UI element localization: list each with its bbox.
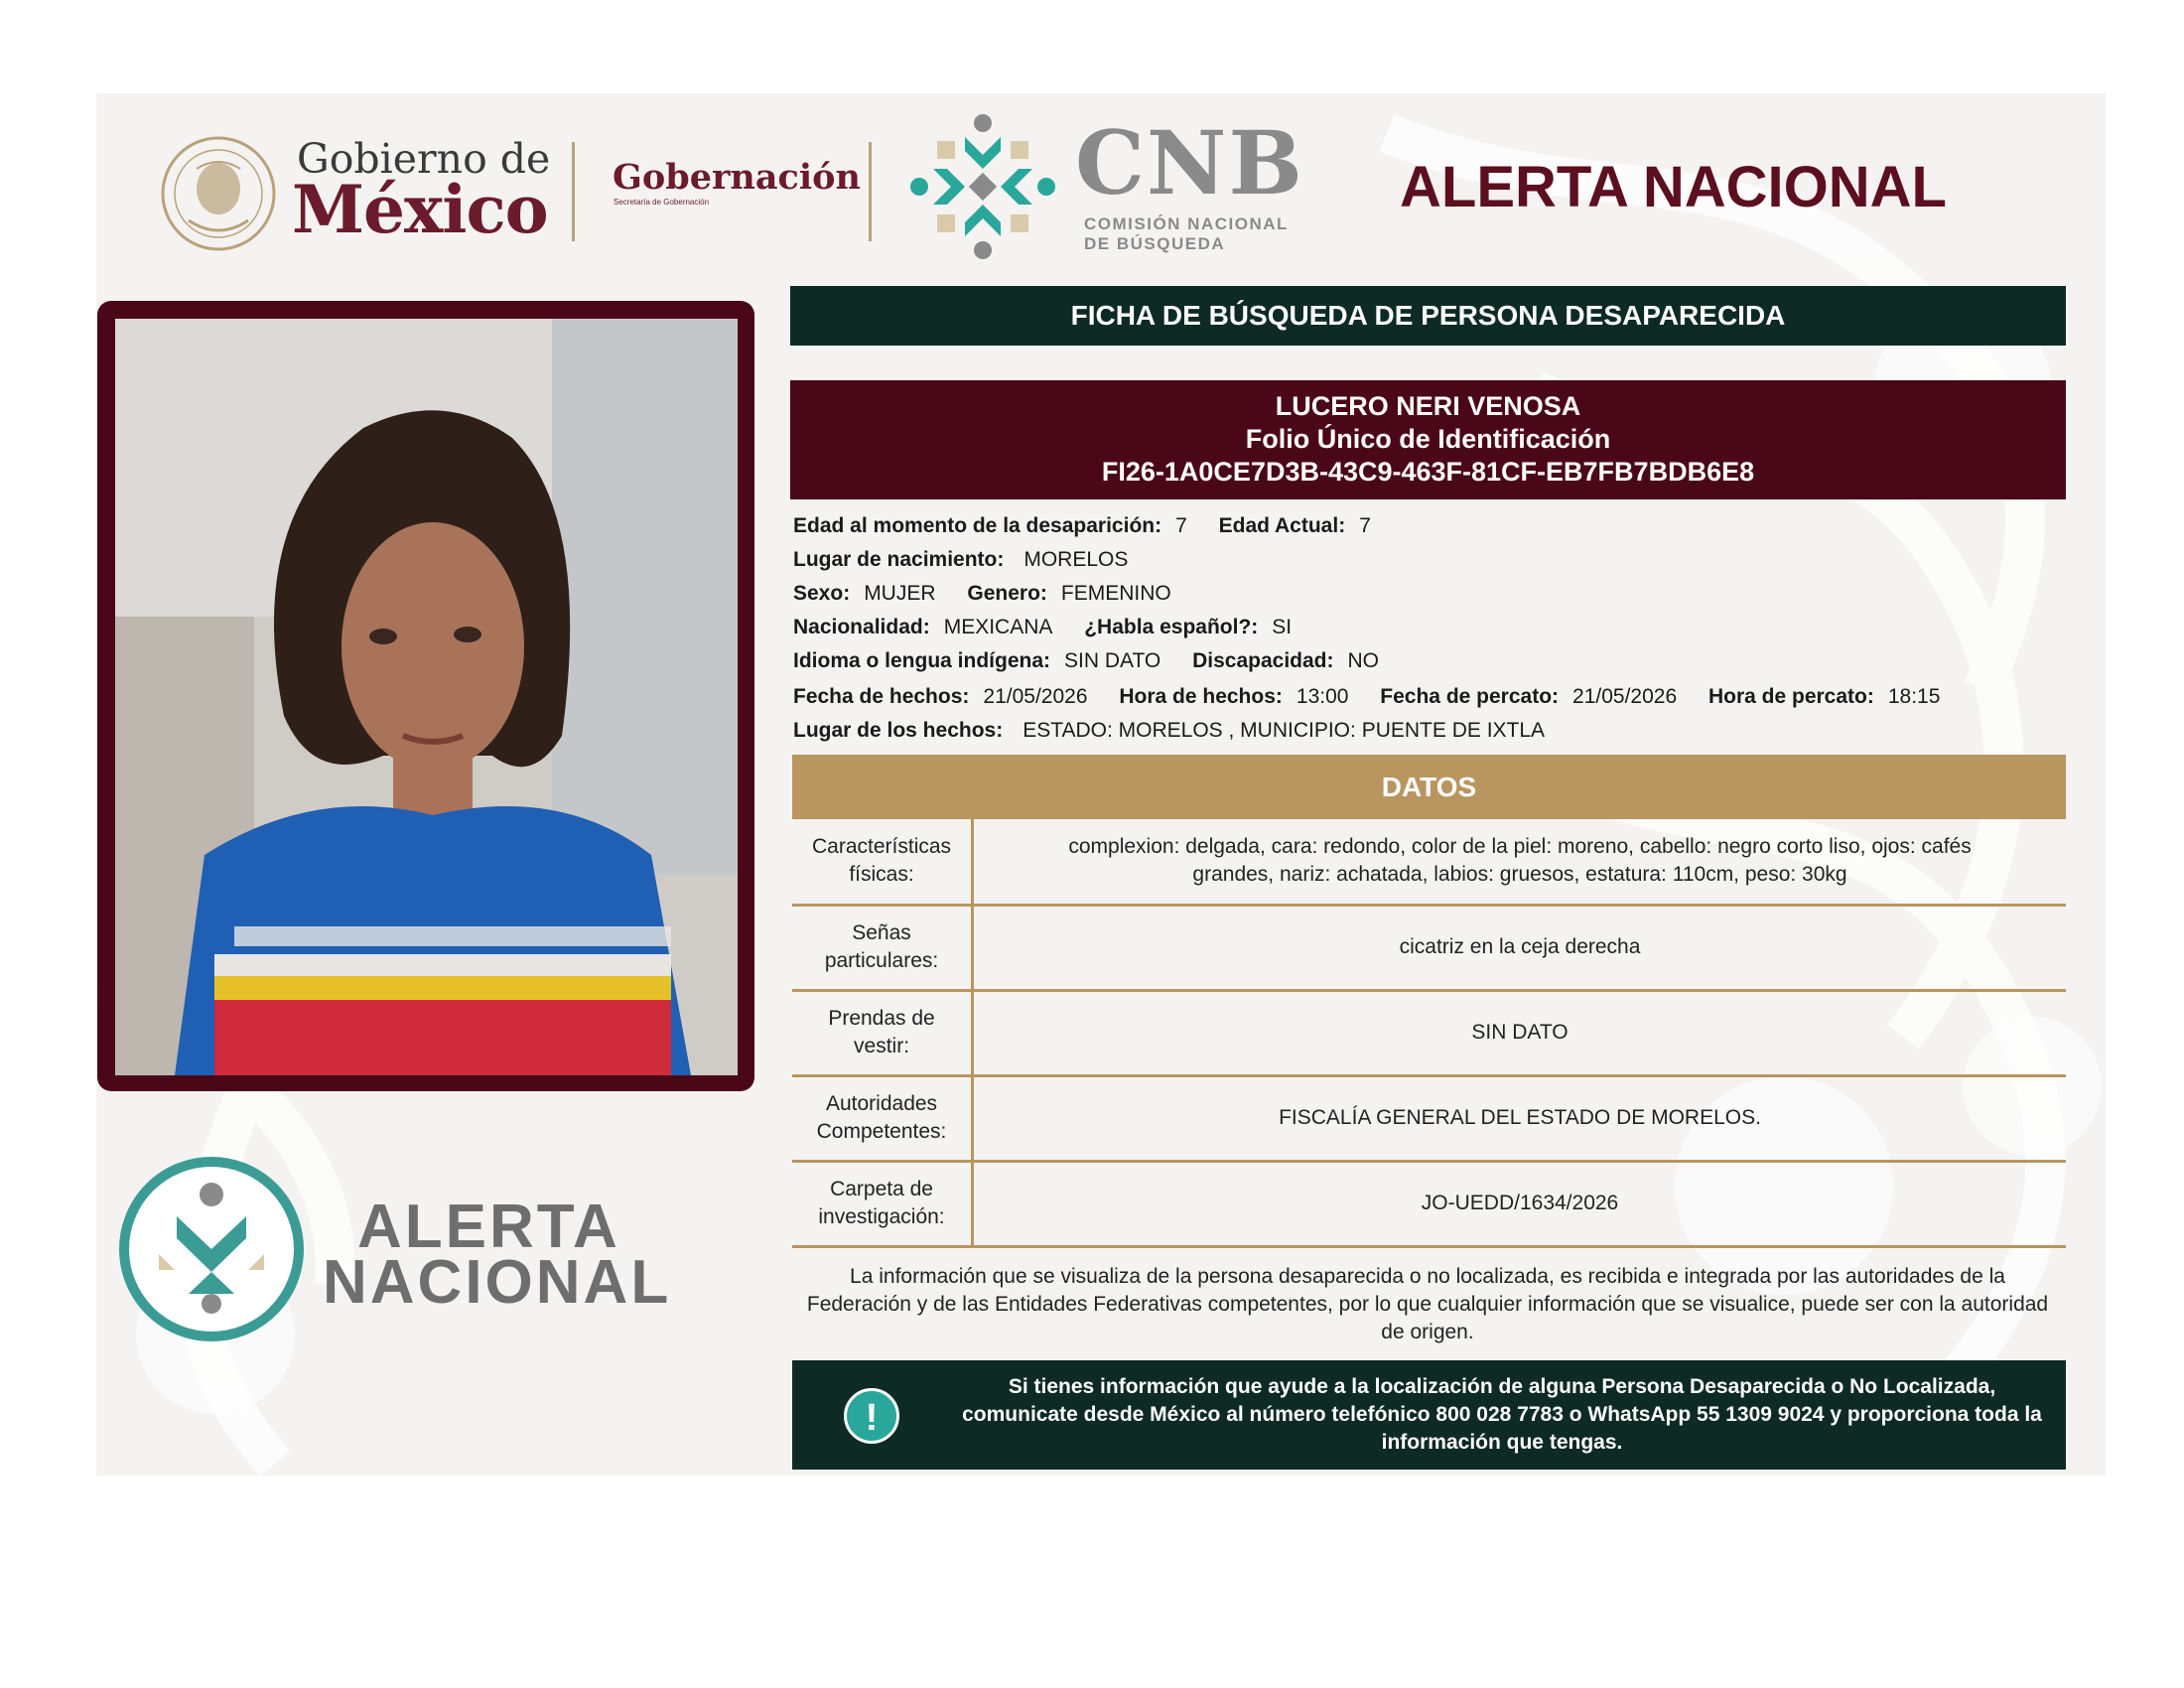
datos-title-bar: DATOS xyxy=(792,755,2066,819)
lugar-hechos-label: Lugar de los hechos: xyxy=(793,719,1004,742)
alerta-nacional-title: ALERTA NACIONAL xyxy=(1400,155,1947,219)
person-name-bar xyxy=(790,380,2066,499)
mexico-seal-icon xyxy=(149,129,288,258)
header-divider xyxy=(869,142,872,241)
habla-value: SI xyxy=(1272,616,1293,638)
table-row xyxy=(792,1161,2066,1246)
row-label: Carpeta de investigación: xyxy=(792,1161,973,1246)
info-row-lugar-hechos xyxy=(793,719,1570,743)
contact-text: Si tienes información que ayude a la localización de alguna Persona Desaparecida o No Localizada, comunicate desde México al número telefónico 800 028 7783 o WhatsApp 55 1309 9024 y proporciona toda la información que tengas. xyxy=(962,1375,2042,1454)
hora-percato-label: Hora de percato: xyxy=(1707,685,1874,708)
missing-person-photo xyxy=(115,319,738,1075)
row-label: Señas particulares: xyxy=(792,905,973,990)
exclamation-icon: ! xyxy=(844,1388,899,1444)
ficha-title-bar: FICHA DE BÚSQUEDA DE PERSONA DESAPARECIDA xyxy=(790,286,2066,346)
row-value: FISCALÍA GENERAL DEL ESTADO DE MORELOS. xyxy=(973,1075,2066,1161)
person-name: LUCERO NERI VENOSA xyxy=(1275,391,1581,421)
gobernacion-text: Gobernación xyxy=(613,157,861,198)
fecha-percato-label: Fecha de percato: xyxy=(1380,685,1560,708)
gobierno-de-text: Gobierno de xyxy=(297,135,551,183)
gobernacion-subtitle: Secretaría de Gobernación xyxy=(614,198,710,207)
genero-label: Genero: xyxy=(967,582,1047,605)
info-row-idioma xyxy=(793,649,1405,673)
cnb-subtitle-line2: DE BÚSQUEDA xyxy=(1084,234,1226,253)
fecha-hechos-value: 21/05/2026 xyxy=(983,685,1088,708)
sexo-value: MUJER xyxy=(864,582,936,605)
habla-label: ¿Habla español?: xyxy=(1084,616,1259,638)
folio-value: FI26-1A0CE7D3B-43C9-463F-81CF-EB7FB7BDB6E8 xyxy=(1101,457,1755,487)
datos-table xyxy=(792,819,2066,1248)
table-row xyxy=(792,990,2066,1075)
discapacidad-value: NO xyxy=(1347,649,1379,672)
row-label: Prendas de vestir: xyxy=(792,990,973,1075)
nacionalidad-value: MEXICANA xyxy=(943,616,1053,638)
mexico-text: México xyxy=(292,171,548,248)
hora-percato-value: 18:15 xyxy=(1887,685,1941,708)
genero-value: FEMENINO xyxy=(1060,582,1171,605)
table-row xyxy=(792,1075,2066,1161)
hora-hechos-label: Hora de hechos: xyxy=(1119,685,1283,708)
fecha-percato-value: 21/05/2026 xyxy=(1572,685,1678,708)
edad-desaparicion-value: 7 xyxy=(1175,514,1187,537)
info-row-fechas xyxy=(793,685,1966,709)
row-value: cicatriz en la ceja derecha xyxy=(973,905,2066,990)
alerta-logo-line2: NACIONAL xyxy=(323,1248,672,1317)
alerta-logo-line1: ALERTA xyxy=(357,1193,620,1261)
info-row-edad xyxy=(793,514,1397,538)
contact-bar xyxy=(792,1360,2066,1470)
discapacidad-label: Discapacidad: xyxy=(1192,649,1334,672)
edad-actual-value: 7 xyxy=(1359,514,1371,537)
cnb-logo-icon xyxy=(903,107,1062,266)
cnb-title: CNB xyxy=(1075,111,1304,214)
header-divider xyxy=(572,142,575,241)
nacionalidad-label: Nacionalidad: xyxy=(793,616,930,638)
table-row xyxy=(792,905,2066,990)
cnb-subtitle-line1: COMISIÓN NACIONAL xyxy=(1084,214,1289,233)
lugar-nacimiento-value: MORELOS xyxy=(1024,548,1129,571)
hora-hechos-value: 13:00 xyxy=(1296,685,1349,708)
lugar-nacimiento-label: Lugar de nacimiento: xyxy=(793,548,1005,571)
fecha-hechos-label: Fecha de hechos: xyxy=(793,685,970,708)
edad-actual-label: Edad Actual: xyxy=(1218,514,1346,537)
info-row-nacimiento xyxy=(793,548,1154,572)
sexo-label: Sexo: xyxy=(793,582,851,605)
row-value: SIN DATO xyxy=(973,990,2066,1075)
lugar-hechos-value: ESTADO: MORELOS , MUNICIPIO: PUENTE DE IXTLA xyxy=(1023,719,1546,742)
row-value: JO-UEDD/1634/2026 xyxy=(973,1161,2066,1246)
row-label: Autoridades Competentes: xyxy=(792,1075,973,1161)
idioma-label: Idioma o lengua indígena: xyxy=(793,649,1051,672)
info-row-nacionalidad xyxy=(793,616,1317,639)
table-row xyxy=(792,819,2066,905)
alerta-nacional-logo-icon xyxy=(117,1155,306,1343)
info-row-sexo xyxy=(793,582,1197,606)
disclaimer-text: La información que se visualiza de la persona desaparecida o no localizada, es recibida e integrada por las autoridades de la Federación y de las Entidades Federativas competentes, por lo que cualquier información que se visualice, puede ser con la autoridad de origen. xyxy=(806,1265,2049,1343)
row-label: Características físicas: xyxy=(792,819,973,905)
row-value: complexion: delgada, cara: redondo, color de la piel: moreno, cabello: negro corto liso, ojos: cafés grandes, nariz: achatada, labios: gruesos, estatura: 110cm, peso: 30kg xyxy=(973,819,2066,905)
edad-desaparicion-label: Edad al momento de la desaparición: xyxy=(793,514,1162,537)
cnb-subtitle xyxy=(1084,214,1289,254)
folio-label: Folio Único de Identificación xyxy=(1245,424,1611,454)
idioma-value: SIN DATO xyxy=(1064,649,1161,672)
